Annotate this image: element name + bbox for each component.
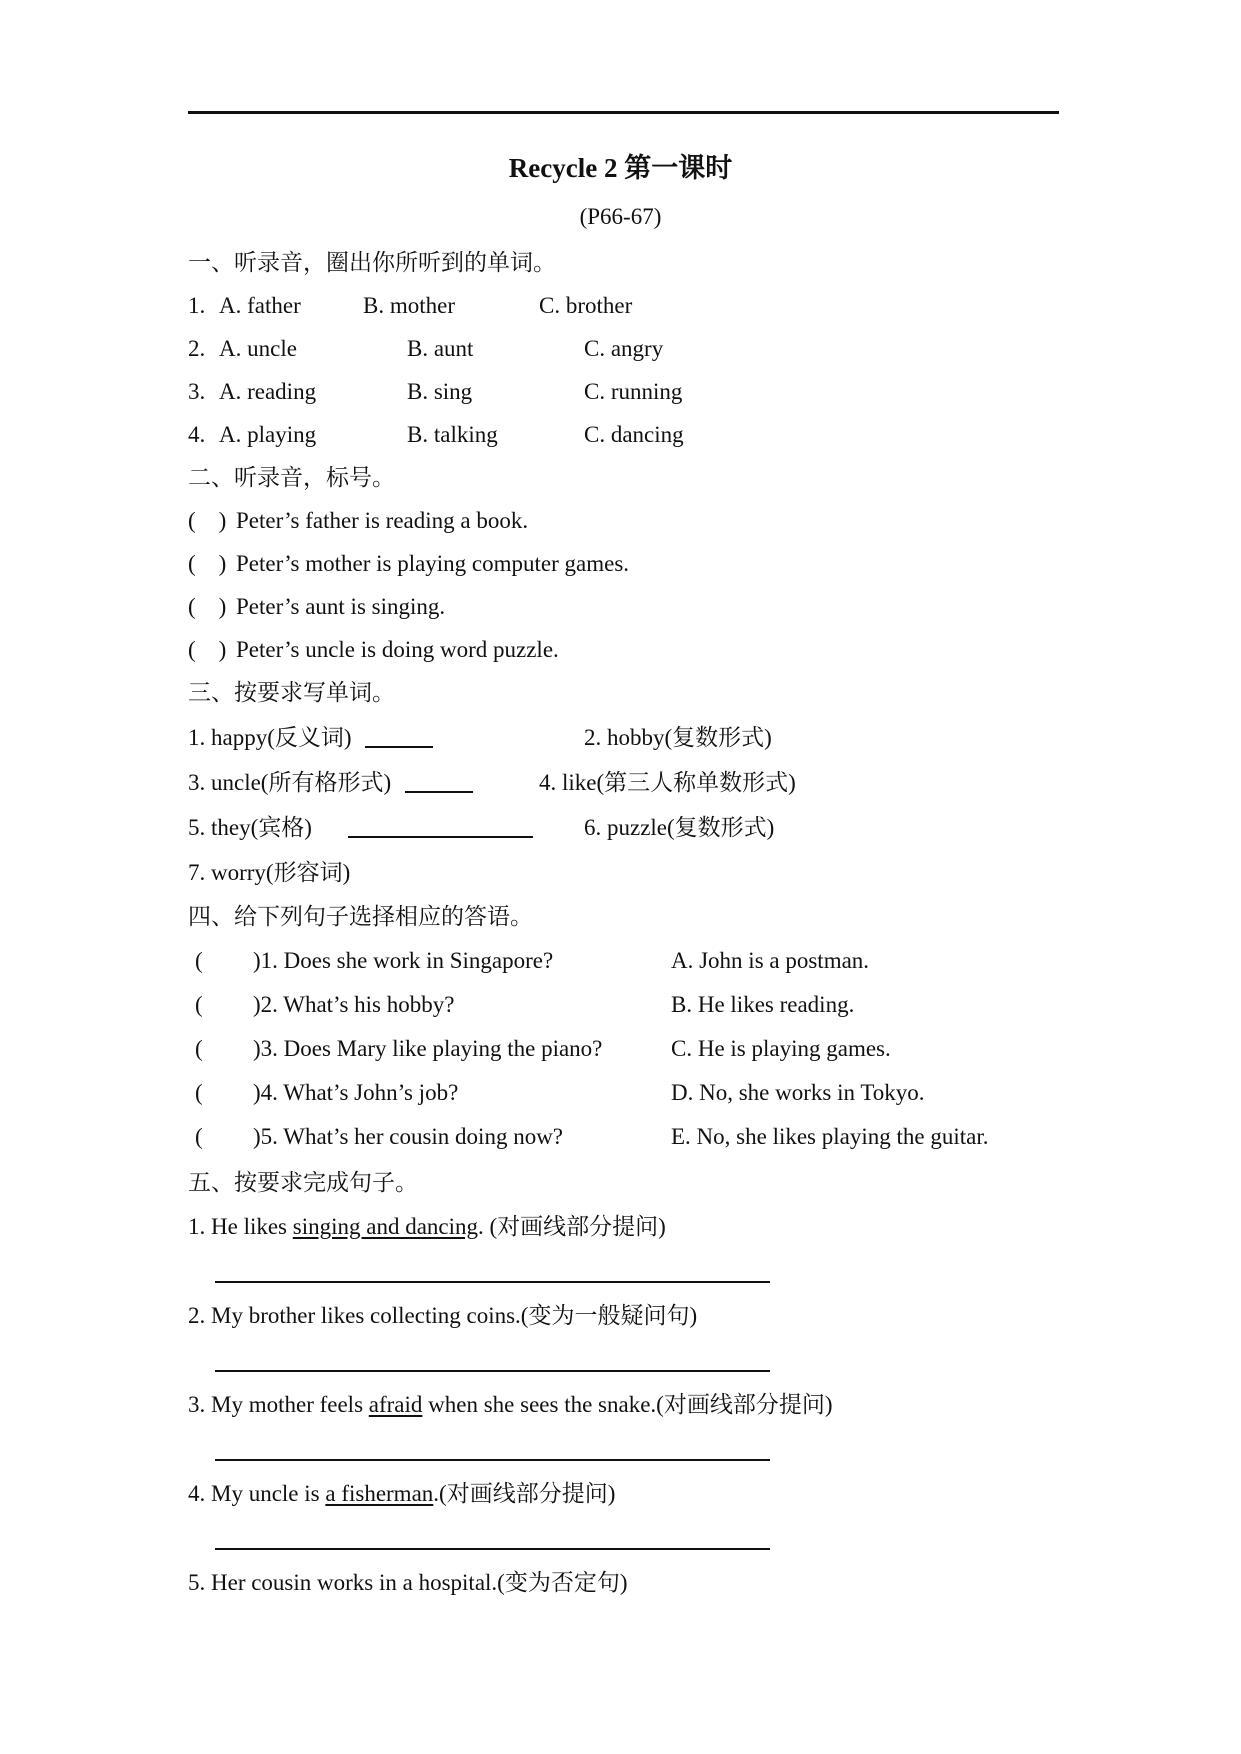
option-c: C. running <box>584 379 683 404</box>
answer-bracket: ( ) <box>188 508 227 533</box>
answer-blank[interactable] <box>365 745 433 748</box>
word-task <box>188 816 533 839</box>
word-task: 4. like(第三人称单数形式) <box>539 770 796 795</box>
answer-option: A. John is a postman. <box>671 948 870 973</box>
question-text: )4. What’s John’s job? <box>253 1080 459 1105</box>
item-number: 1. <box>188 293 206 318</box>
section1-heading: 一、听录音，圈出你所听到的单词。 <box>188 250 556 275</box>
word-task: 7. worry(形容词) <box>188 860 351 885</box>
word-task-label: 1. happy(反义词) <box>188 725 352 750</box>
section5-heading: 五、按要求完成句子。 <box>188 1170 418 1195</box>
section2-heading: 二、听录音，标号。 <box>188 465 395 490</box>
answer-bracket: ( <box>195 992 203 1017</box>
answer-line[interactable] <box>215 1281 770 1283</box>
option-c: C. angry <box>584 336 664 361</box>
statement: Peter’s aunt is singing. <box>236 594 446 619</box>
answer-line[interactable] <box>215 1459 770 1461</box>
statement: Peter’s mother is playing computer games. <box>236 551 630 576</box>
option-b: B. aunt <box>407 336 474 361</box>
answer-bracket: ( <box>195 1036 203 1061</box>
answer-bracket: ( ) <box>188 594 227 619</box>
answer-option: B. He likes reading. <box>671 992 855 1017</box>
option-a: A. playing <box>219 422 317 447</box>
answer-line[interactable] <box>215 1548 770 1550</box>
task-instruction: when she sees the snake.(对画线部分提问) <box>422 1392 833 1417</box>
question-text: )1. Does she work in Singapore? <box>253 948 554 973</box>
word-task: 6. puzzle(复数形式) <box>584 815 775 840</box>
option-b: B. mother <box>363 293 455 318</box>
task-text: 1. He likes <box>188 1214 293 1239</box>
answer-bracket: ( <box>195 1124 203 1149</box>
answer-bracket: ( <box>195 948 203 973</box>
answer-option: C. He is playing games. <box>671 1036 891 1061</box>
answer-bracket: ( ) <box>188 637 227 662</box>
page-range: (P66-67) <box>579 204 662 229</box>
option-b: B. sing <box>407 379 473 404</box>
answer-option: E. No, she likes playing the guitar. <box>671 1124 989 1149</box>
option-a: A. uncle <box>219 336 297 361</box>
item-number: 4. <box>188 422 206 447</box>
word-task: 2. hobby(复数形式) <box>584 725 772 750</box>
question-text: )3. Does Mary like playing the piano? <box>253 1036 603 1061</box>
option-c: C. brother <box>539 293 633 318</box>
item-number: 2. <box>188 336 206 361</box>
statement: Peter’s father is reading a book. <box>236 508 529 533</box>
rewrite-task <box>188 1393 833 1416</box>
task-text: 2. My brother likes collecting coins.(变为一般疑问句) <box>188 1303 698 1328</box>
word-task-label: 3. uncle(所有格形式) <box>188 770 392 795</box>
word-task-label: 5. they(宾格) <box>188 815 312 840</box>
underlined-phrase: a fisherman <box>325 1481 434 1506</box>
answer-option: D. No, she works in Tokyo. <box>671 1080 925 1105</box>
section4-heading: 四、给下列句子选择相应的答语。 <box>188 904 533 929</box>
rewrite-task <box>188 1215 666 1238</box>
task-text: 5. Her cousin works in a hospital.(变为否定句) <box>188 1570 628 1595</box>
task-text: 4. My uncle is <box>188 1481 326 1506</box>
task-instruction: . (对画线部分提问) <box>478 1214 666 1239</box>
header-rule <box>188 111 1059 114</box>
answer-blank[interactable] <box>405 790 473 793</box>
question-text: )5. What’s her cousin doing now? <box>253 1124 564 1149</box>
section3-heading: 三、按要求写单词。 <box>188 680 395 705</box>
option-a: A. reading <box>219 379 317 404</box>
item-number: 3. <box>188 379 206 404</box>
word-task <box>188 726 433 749</box>
page-title: Recycle 2 第一课时 <box>508 153 733 183</box>
answer-bracket: ( ) <box>188 551 227 576</box>
word-task <box>188 771 473 794</box>
question-text: )2. What’s his hobby? <box>253 992 455 1017</box>
statement: Peter’s uncle is doing word puzzle. <box>236 637 559 662</box>
rewrite-task <box>188 1482 615 1505</box>
rewrite-task <box>188 1571 628 1594</box>
task-text: 3. My mother feels <box>188 1392 369 1417</box>
underlined-phrase: afraid <box>368 1392 423 1417</box>
option-b: B. talking <box>407 422 498 447</box>
option-c: C. dancing <box>584 422 684 447</box>
option-a: A. father <box>219 293 301 318</box>
task-instruction: .(对画线部分提问) <box>433 1481 616 1506</box>
answer-blank[interactable] <box>348 835 533 838</box>
answer-bracket: ( <box>195 1080 203 1105</box>
underlined-phrase: singing and dancing <box>292 1214 479 1239</box>
answer-line[interactable] <box>215 1370 770 1372</box>
rewrite-task <box>188 1304 697 1327</box>
